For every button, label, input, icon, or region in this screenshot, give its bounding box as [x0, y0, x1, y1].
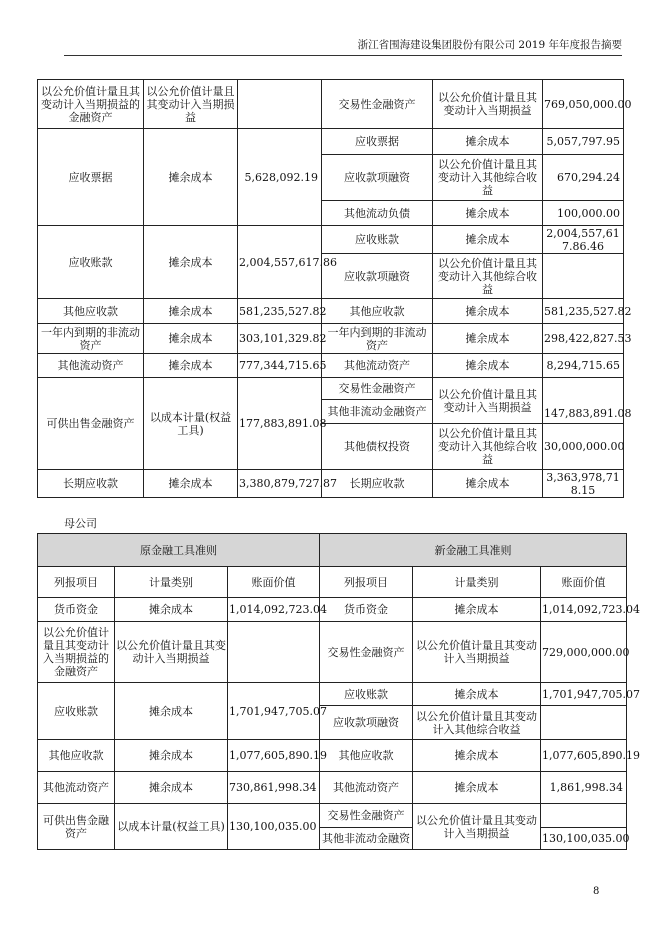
cell: 1,701,947,705.07 — [541, 683, 627, 706]
cell — [541, 706, 627, 740]
cell: 以公允价值计量且其变动计入当期损益 — [115, 622, 228, 683]
cell: 177,883,891.08 — [238, 378, 322, 470]
table-row — [38, 622, 627, 683]
group-header-new: 新金融工具准则 — [320, 534, 627, 567]
cell: 其他债权投资 — [322, 424, 433, 470]
cell: 摊余成本 — [433, 324, 543, 354]
cell: 130,100,035.00 — [541, 828, 627, 850]
cell: 5,057,797.95 — [543, 129, 624, 155]
cell: 1,701,947,705.07 — [228, 683, 320, 740]
page-number: 8 — [593, 886, 600, 897]
cell: 可供出售金融资产 — [38, 378, 144, 470]
column-header: 列报项目 — [38, 567, 115, 598]
cell: 777,344,715.65 — [238, 354, 322, 378]
group-header-old: 原金融工具准则 — [38, 534, 320, 567]
cell: 交易性金融资产 — [322, 80, 433, 129]
cell: 摊余成本 — [144, 470, 238, 498]
cell: 应收账款 — [38, 683, 115, 740]
cell: 其他非流动金融资 — [320, 828, 413, 850]
cell: 摊余成本 — [413, 598, 541, 622]
table-row — [38, 129, 624, 155]
cell: 货币资金 — [320, 598, 413, 622]
cell: 729,000,000.00 — [541, 622, 627, 683]
table-header-row — [38, 567, 627, 598]
cell: 100,000.00 — [543, 201, 624, 226]
cell: 1,077,605,890.19 — [228, 740, 320, 772]
cell: 以公允价值计量且其变动计入其他综合收益 — [433, 155, 543, 201]
cell: 其他应收款 — [38, 299, 144, 324]
cell — [543, 254, 624, 299]
cell: 摊余成本 — [433, 129, 543, 155]
cell — [238, 80, 322, 129]
cell: 以公允价值计量且其变动计入当期损益 — [413, 804, 541, 850]
cell: 其他流动资产 — [320, 772, 413, 804]
table-row — [38, 378, 624, 400]
cell: 2,004,557,617.86.46 — [543, 226, 624, 254]
cell: 应收账款 — [320, 683, 413, 706]
parent-company-table — [37, 533, 640, 850]
cell: 以公允价值计量且其变动计入当期损益的金融资产 — [38, 80, 144, 129]
cell: 3,380,879,727.87 — [238, 470, 322, 498]
cell: 应收款项融资 — [322, 254, 433, 299]
table-row — [38, 534, 627, 567]
cell: 670,294.24 — [543, 155, 624, 201]
cell: 交易性金融资产 — [320, 622, 413, 683]
column-header: 计量类别 — [413, 567, 541, 598]
cell: 应收款项融资 — [320, 706, 413, 740]
column-header: 列报项目 — [320, 567, 413, 598]
cell: 5,628,092.19 — [238, 129, 322, 226]
cell: 交易性金融资产 — [322, 378, 433, 400]
table-row — [38, 772, 627, 804]
cell: 摊余成本 — [433, 354, 543, 378]
cell: 一年内到期的非流动资产 — [322, 324, 433, 354]
cell: 摊余成本 — [115, 598, 228, 622]
column-header: 账面价值 — [228, 567, 320, 598]
page-header: 浙江省围海建设集团股份有限公司 2019 年年度报告摘要 — [64, 38, 622, 56]
cell: 其他流动负债 — [322, 201, 433, 226]
cell: 581,235,527.82 — [543, 299, 624, 324]
cell: 1,014,092,723.04 — [541, 598, 627, 622]
table-row — [38, 740, 627, 772]
cell: 一年内到期的非流动资产 — [38, 324, 144, 354]
cell: 30,000,000.00 — [543, 424, 624, 470]
cell: 其他非流动金融资产 — [322, 400, 433, 424]
cell: 应收账款 — [322, 226, 433, 254]
cell: 130,100,035.00 — [228, 804, 320, 850]
cell: 摊余成本 — [115, 683, 228, 740]
cell: 摊余成本 — [413, 683, 541, 706]
cell: 以公允价值计量且其变动计入当期损益的金融资产 — [38, 622, 115, 683]
cell: 以公允价值计量且其变动计入当期损益 — [144, 80, 238, 129]
cell: 其他流动资产 — [322, 354, 433, 378]
cell — [541, 804, 627, 828]
cell: 730,861,998.34 — [228, 772, 320, 804]
cell: 摊余成本 — [144, 354, 238, 378]
cell: 以公允价值计量且其变动计入当期损益 — [433, 378, 543, 424]
cell: 摊余成本 — [144, 129, 238, 226]
cell: 摊余成本 — [413, 772, 541, 804]
parent-company-label: 母公司 — [64, 517, 97, 530]
cell: 其他应收款 — [320, 740, 413, 772]
cell: 其他流动资产 — [38, 354, 144, 378]
column-header: 账面价值 — [541, 567, 627, 598]
cell: 1,077,605,890.19 — [541, 740, 627, 772]
cell: 长期应收款 — [322, 470, 433, 498]
table-row — [38, 324, 624, 354]
cell: 298,422,827.53 — [543, 324, 624, 354]
cell: 摊余成本 — [144, 226, 238, 299]
cell: 其他流动资产 — [38, 772, 115, 804]
cell: 以公允价值计量且其变动计入当期损益 — [433, 80, 543, 129]
cell: 1,861,998.34 — [541, 772, 627, 804]
cell: 摊余成本 — [115, 740, 228, 772]
cell: 其他应收款 — [38, 740, 115, 772]
cell: 769,050,000.00 — [543, 80, 624, 129]
cell: 摊余成本 — [413, 740, 541, 772]
cell — [228, 622, 320, 683]
cell: 3,363,978,718.15 — [543, 470, 624, 498]
table-row — [38, 226, 624, 254]
cell: 以公允价值计量且其变动计入其他综合收益 — [433, 424, 543, 470]
cell: 摊余成本 — [115, 772, 228, 804]
table-row — [38, 470, 624, 498]
cell: 摊余成本 — [144, 324, 238, 354]
consolidated-table — [37, 79, 632, 498]
cell: 可供出售金融资产 — [38, 804, 115, 850]
cell: 长期应收款 — [38, 470, 144, 498]
cell: 摊余成本 — [433, 226, 543, 254]
column-header: 计量类别 — [115, 567, 228, 598]
table-row — [38, 804, 627, 828]
cell: 摊余成本 — [144, 299, 238, 324]
table-row — [38, 598, 627, 622]
cell: 以公允价值计量且其变动计入其他综合收益 — [413, 706, 541, 740]
cell: 以公允价值计量且其变动计入其他综合收益 — [433, 254, 543, 299]
cell: 应收票据 — [322, 129, 433, 155]
cell: 以成本计量(权益工具) — [115, 804, 228, 850]
cell: 摊余成本 — [433, 470, 543, 498]
cell: 摊余成本 — [433, 201, 543, 226]
cell: 交易性金融资产 — [320, 804, 413, 828]
cell: 581,235,527.82 — [238, 299, 322, 324]
cell: 应收款项融资 — [322, 155, 433, 201]
cell: 以成本计量(权益工具) — [144, 378, 238, 470]
cell: 其他应收款 — [322, 299, 433, 324]
cell: 147,883,891.08 — [543, 378, 624, 424]
cell: 摊余成本 — [433, 299, 543, 324]
cell: 应收票据 — [38, 129, 144, 226]
cell: 应收账款 — [38, 226, 144, 299]
cell: 货币资金 — [38, 598, 115, 622]
cell: 303,101,329.82 — [238, 324, 322, 354]
table-row — [38, 80, 624, 129]
cell: 1,014,092,723.04 — [228, 598, 320, 622]
cell: 以公允价值计量且其变动计入当期损益 — [413, 622, 541, 683]
table-row — [38, 683, 627, 706]
table-row — [38, 354, 624, 378]
cell: 8,294,715.65 — [543, 354, 624, 378]
cell: 2,004,557,617.86 — [238, 226, 322, 299]
table-row — [38, 299, 624, 324]
